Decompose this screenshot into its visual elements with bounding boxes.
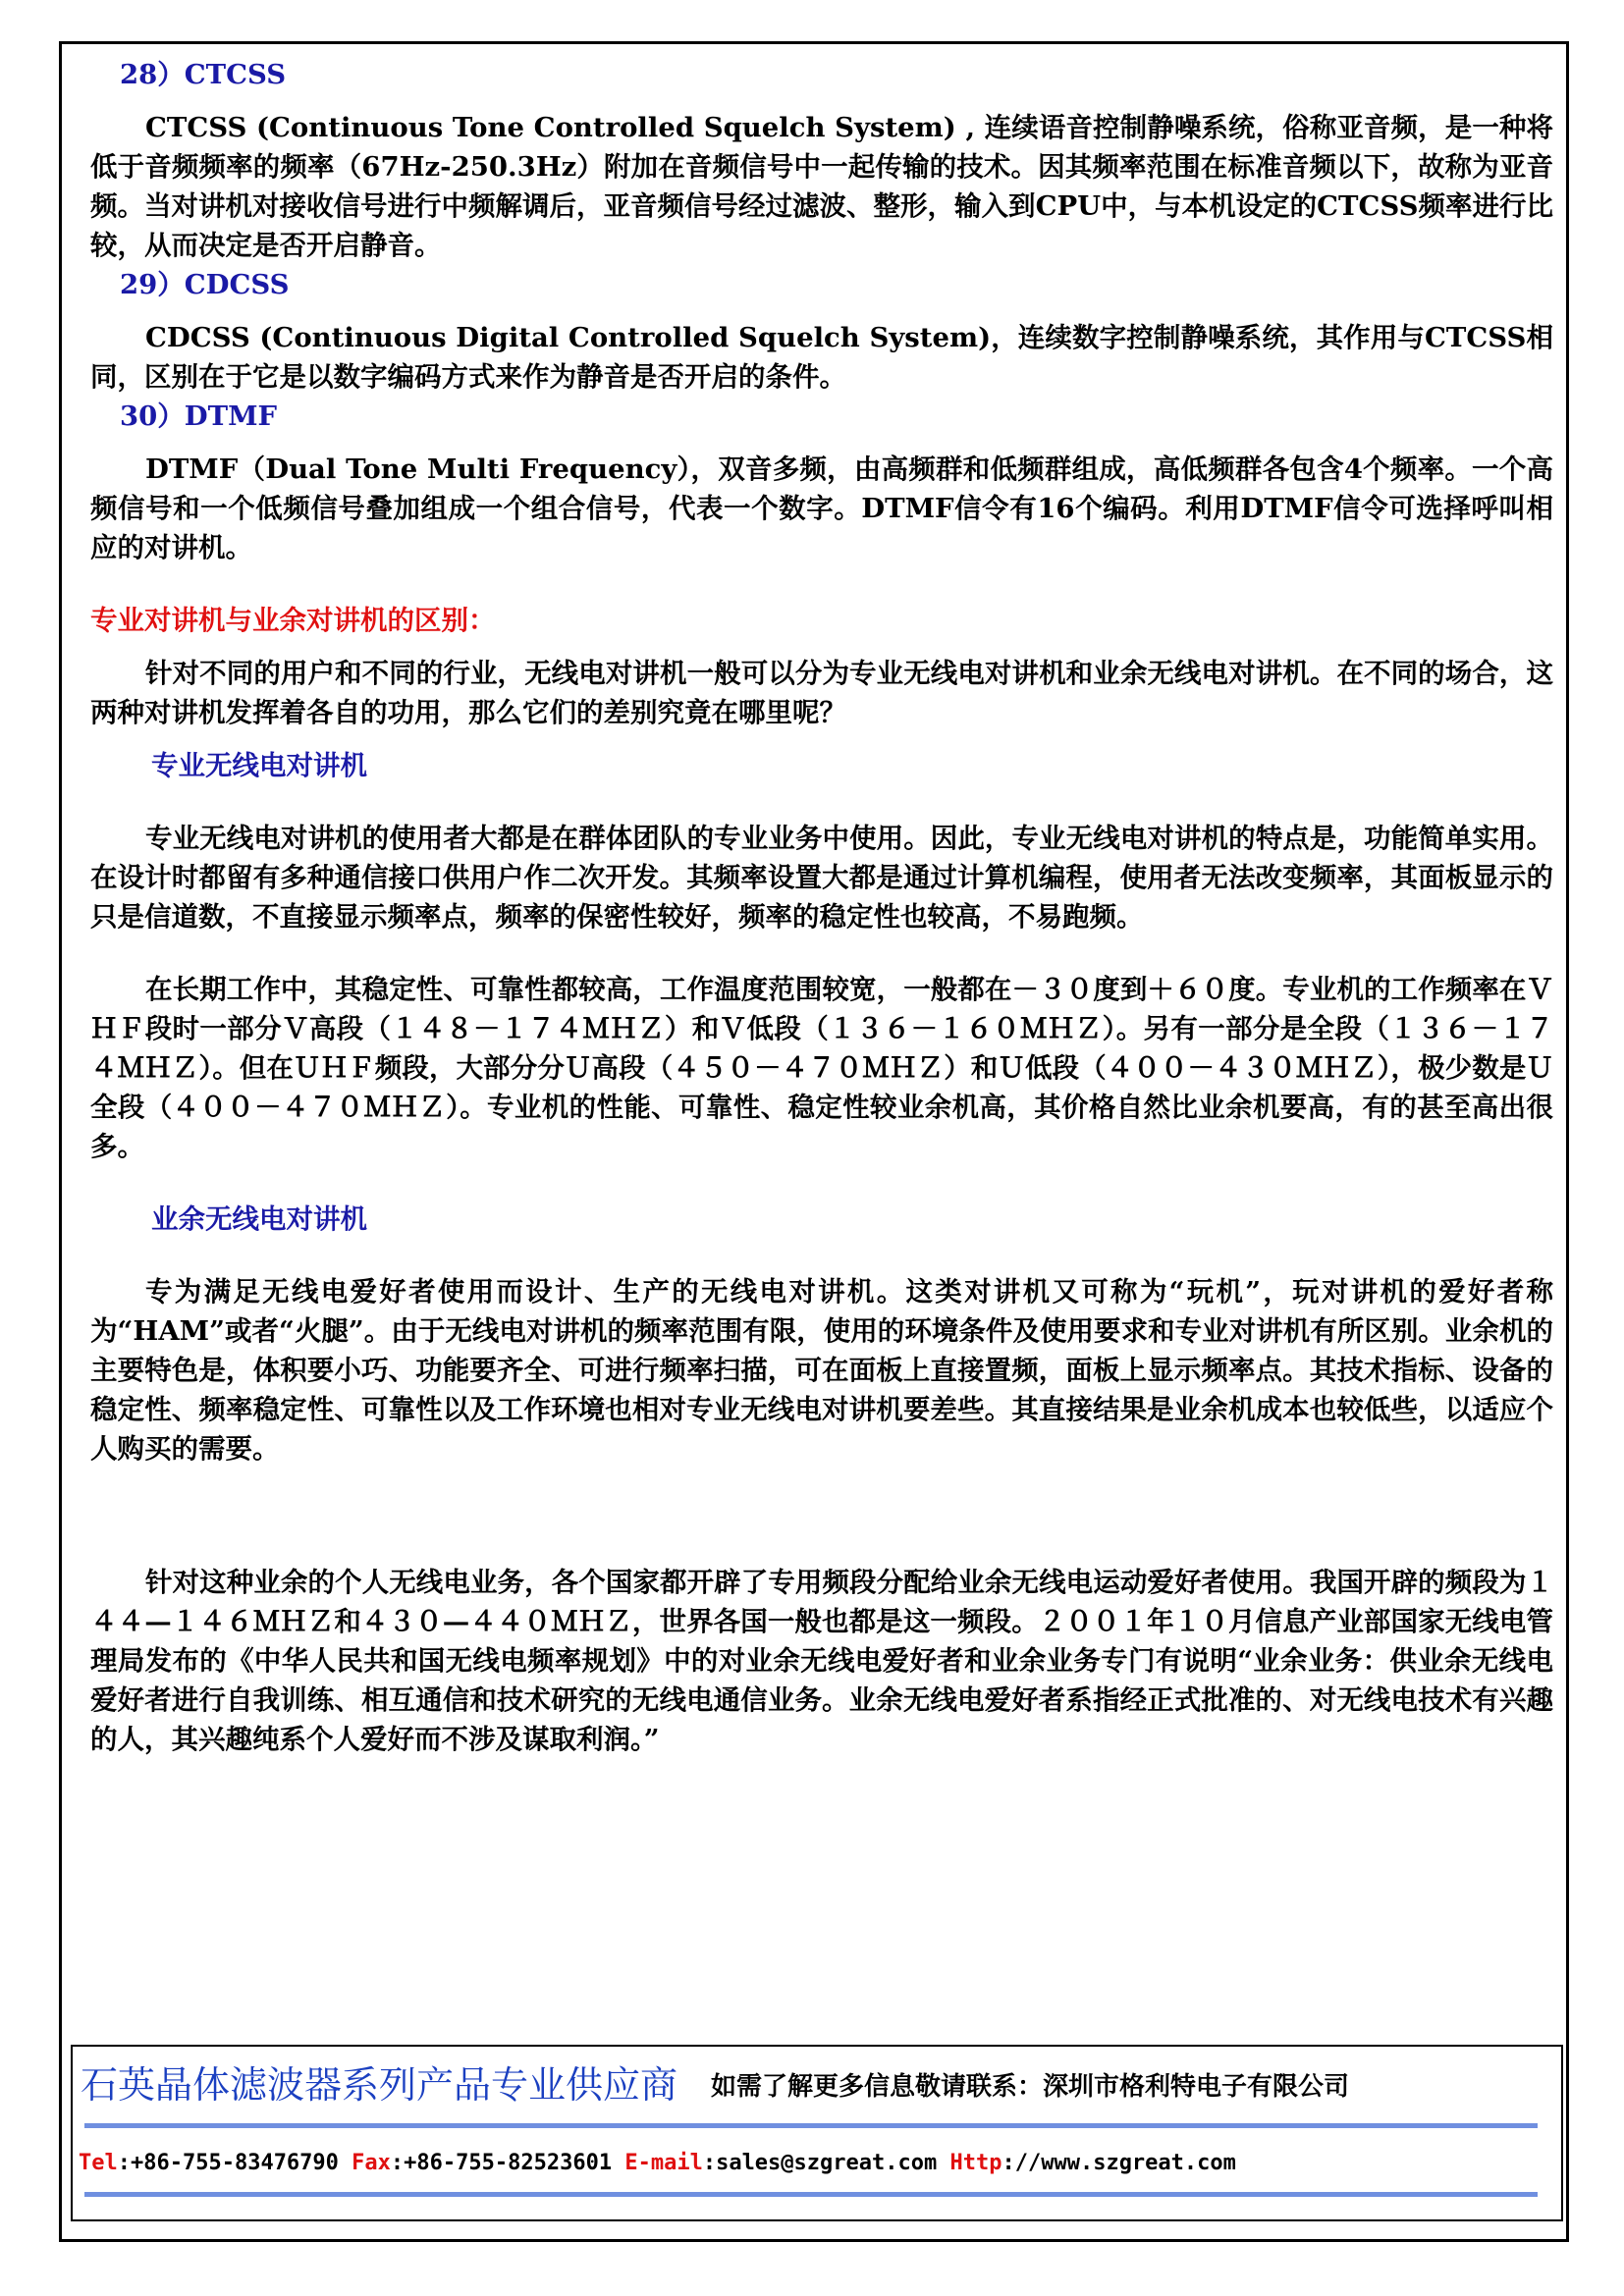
- tel-label: Tel: [79, 2151, 118, 2175]
- footer-contact-note: 如需了解更多信息敬请联系：深圳市格利特电子有限公司: [711, 2072, 1350, 2102]
- paragraph-ctcss: CTCSS (Continuous Tone Controlled Squelch System) , 连续语音控制静噪系统，俗称亚音频，是一种将低于音频频率的频率（67Hz-250.3Hz）附加在音频信号中一起传输的技术。因其频率范围在标准音频以下，故称为亚音频。当对讲机对接收信号进行中频解调后，亚音频信号经过滤波、整形，输入到CPU中，与本机设定的CTCSS频率进行比较，从而决定是否开启静音。: [90, 112, 1553, 261]
- paragraph-dtmf: DTMF（Dual Tone Multi Frequency），双音多频，由高频群和低频群组成，高低频群各包含4个频率。一个高频信号和一个低频信号叠加组成一个组合信号，代表一个数字。DTMF信令有16个编码。利用DTMF信令可选择呼叫相应的对讲机。: [90, 454, 1553, 563]
- footer-box: [71, 2045, 1563, 2221]
- footer-rule-top: [84, 2123, 1538, 2128]
- footer-brand: 石英晶体滤波器系列产品专业供应商: [81, 2063, 678, 2107]
- footer-contacts: [79, 2151, 1236, 2175]
- footer-rule-bottom: [84, 2192, 1538, 2197]
- paragraph-professional-2: 在长期工作中，其稳定性、可靠性都较高，工作温度范围较宽，一般都在－３０度到＋６０度。专业机的工作频率在ＶＨＦ段时一部分Ｖ高段（１４８－１７４ＭＨＺ）和Ｖ低段（１３６－１６０ＭＨＺ）。另有一部分是全段（１３６－１７４ＭＨＺ）。但在ＵＨＦ频段，大部分分Ｕ高段（４５０－４７０ＭＨＺ）和Ｕ低段（４００－４３０ＭＨＺ），极少数是Ｕ全段（４００－４７０ＭＨＺ）。专业机的性能、可靠性、稳定性较业余机高，其价格自然比业余机要高，有的甚至高出很多。: [90, 974, 1553, 1162]
- paragraph-amateur-1: 专为满足无线电爱好者使用而设计、生产的无线电对讲机。这类对讲机又可称为“玩机”，玩对讲机的爱好者称为“HAM”或者“火腿”。由于无线电对讲机的频率范围有限，使用的环境条件及使用要求和专业对讲机有所区别。业余机的主要特色是，体积要小巧、功能要齐全、可进行频率扫描，可在面板上直接置频，面板上显示频率点。其技术指标、设备的稳定性、频率稳定性、可靠性以及工作环境也相对专业无线电对讲机要差些。其直接结果是业余机成本也较低些，以适应个人购买的需要。: [90, 1276, 1553, 1465]
- paragraph-difference-intro: 针对不同的用户和不同的行业，无线电对讲机一般可以分为专业无线电对讲机和业余无线电对讲机。在不同的场合，这两种对讲机发挥着各自的功用，那么它们的差别究竟在哪里呢？: [90, 658, 1553, 728]
- fax-label: Fax: [352, 2151, 391, 2175]
- paragraph-amateur-2: 针对这种业余的个人无线电业务，各个国家都开辟了专用频段分配给业余无线电运动爱好者使用。我国开辟的频段为１４４—１４６ＭＨＺ和４３０—４４０ＭＨＺ，世界各国一般也都是这一频段。２００１年１０月信息产业部国家无线电管理局发布的《中华人民共和国无线电频率规划》中的对业余无线电爱好者和业余业务专门有说明“业余业务：供业余无线电爱好者进行自我训练、相互通信和技术研究的无线电通信业务。业余无线电爱好者系指经正式批准的、对无线电技术有兴趣的人，其兴趣纯系个人爱好而不涉及谋取利润。”: [90, 1567, 1553, 1755]
- heading-ctcss: 28）CTCSS: [120, 59, 287, 90]
- paragraph-professional-1: 专业无线电对讲机的使用者大都是在群体团队的专业业务中使用。因此，专业无线电对讲机的特点是，功能简单实用。在设计时都留有多种通信接口供用户作二次开发。其频率设置大都是通过计算机编程，使用者无法改变频率，其面板显示的只是信道数，不直接显示频率点，频率的保密性较好，频率的稳定性也较高，不易跑频。: [90, 823, 1553, 933]
- document-body: [90, 55, 1553, 1759]
- http-label: Http: [949, 2151, 1002, 2175]
- fax-value: :+86-755-82523601: [390, 2151, 613, 2175]
- paragraph-cdcss: CDCSS (Continuous Digital Controlled Squelch System)，连续数字控制静噪系统，其作用与CTCSS相同，区别在于它是以数字编码方式来作为静音是否开启的条件。: [90, 322, 1553, 393]
- heading-cdcss: 29）CDCSS: [120, 269, 290, 300]
- email-label: E-mail: [624, 2151, 703, 2175]
- heading-amateur: 业余无线电对讲机: [151, 1203, 367, 1235]
- heading-professional: 专业无线电对讲机: [151, 750, 367, 781]
- email-link[interactable]: :sales@szgreat.com: [702, 2151, 938, 2175]
- website-link[interactable]: ://www.szgreat.com: [1001, 2151, 1236, 2175]
- heading-difference: 专业对讲机与业余对讲机的区别：: [90, 605, 496, 636]
- tel-value[interactable]: :+86-755-83476790: [117, 2151, 339, 2175]
- heading-dtmf: 30）DTMF: [120, 400, 278, 432]
